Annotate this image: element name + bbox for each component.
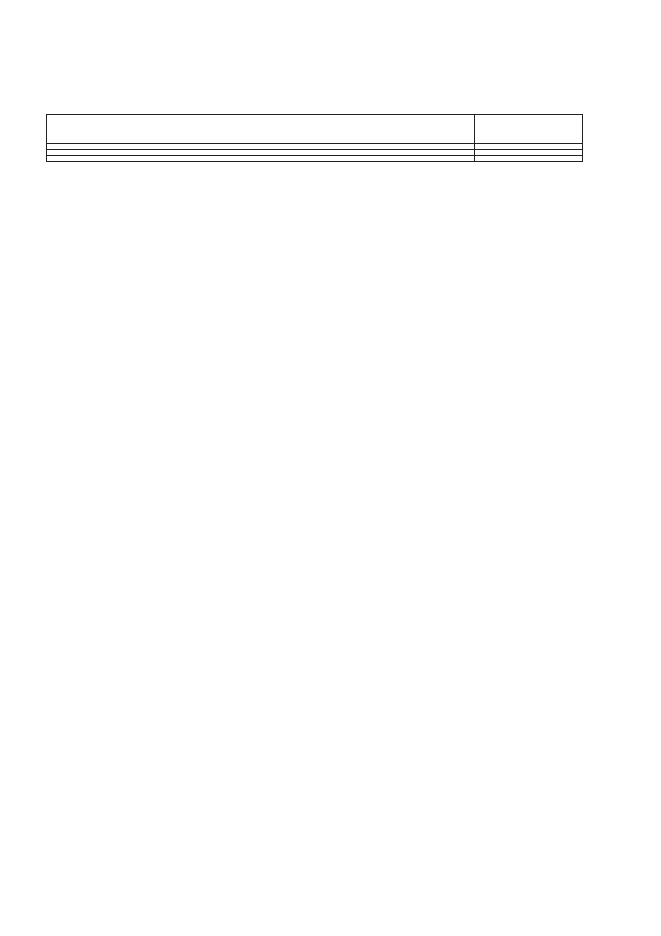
- shelf-life-table: [46, 114, 583, 162]
- header-shelf-life: [475, 115, 583, 144]
- table-row: [47, 156, 583, 162]
- shelf-life-cell: [475, 156, 583, 162]
- product-name-cell: [47, 156, 475, 162]
- table-header-row: [47, 115, 583, 144]
- header-product-name: [47, 115, 475, 144]
- page-content: [46, 95, 584, 162]
